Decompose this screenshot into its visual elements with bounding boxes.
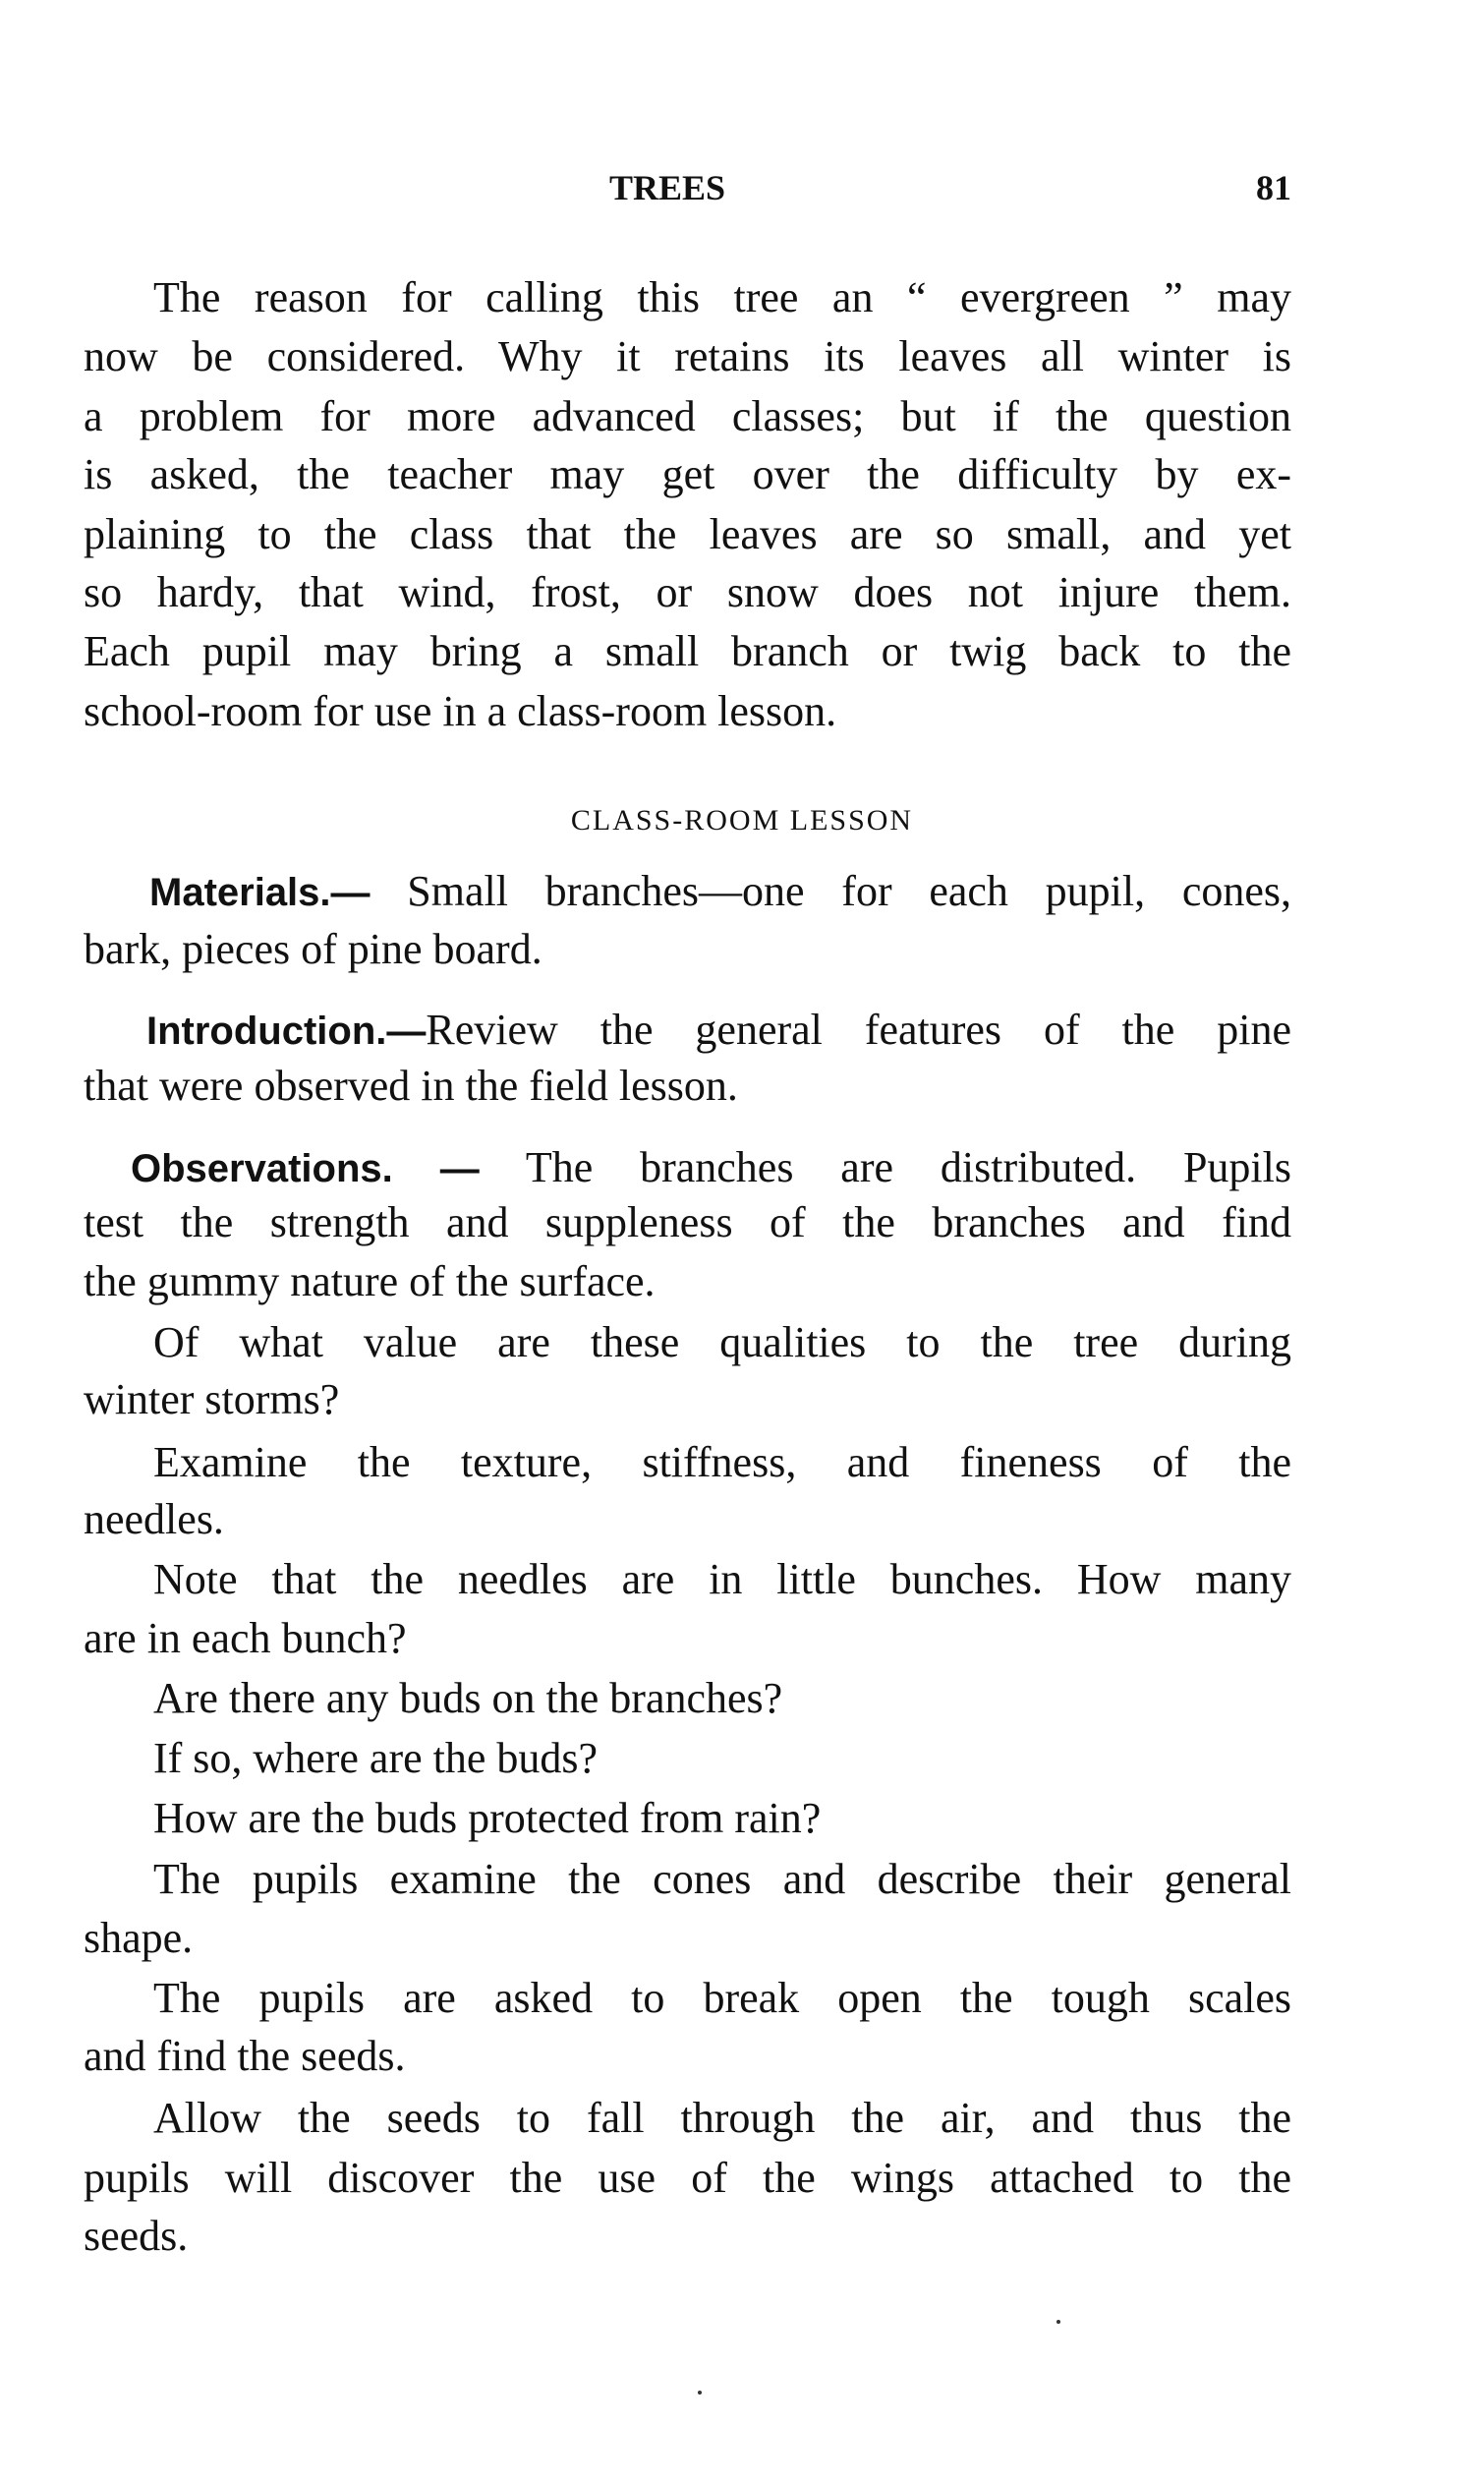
- text-line: How are the buds protected from rain?: [153, 1794, 822, 1842]
- text-line: needles.: [84, 1495, 224, 1543]
- text-line: bark, pieces of pine board.: [84, 925, 542, 973]
- text-line: Each pupil may bring a small branch or twig back to the: [84, 627, 1291, 675]
- text-line: and find the seeds.: [84, 2032, 406, 2080]
- text-line: If so, where are the buds?: [153, 1734, 599, 1782]
- section-heading: CLASS-ROOM LESSON: [570, 804, 914, 837]
- scan-speck: [698, 2391, 702, 2395]
- text-line: Allow the seeds to fall through the air, and thus the: [153, 2094, 1291, 2142]
- text-line: The pupils are asked to break open the tough scales: [153, 1974, 1291, 2022]
- text-line: Are there any buds on the branches?: [153, 1674, 783, 1722]
- text-line: a problem for more advanced classes; but if the question: [84, 392, 1291, 440]
- running-head: TREES: [609, 168, 726, 207]
- text-line: so hardy, that wind, frost, or snow does not injure them.: [84, 568, 1291, 616]
- text-line: [131, 1138, 1291, 1197]
- text-line: pupils will discover the use of the wings attached to the: [84, 2154, 1291, 2202]
- text-line: now be considered. Why it retains its leaves all winter is: [84, 332, 1291, 380]
- text-line: that were observed in the field lesson.: [84, 1062, 738, 1110]
- text-line: are in each bunch?: [84, 1614, 407, 1662]
- text-span: Review the general features of the pine: [426, 1006, 1291, 1054]
- text-line: [146, 1001, 1291, 1060]
- text-line: plaining to the class that the leaves are so small, and yet: [84, 510, 1291, 558]
- text-line: [149, 862, 1291, 921]
- text-span: The branches are distributed. Pupils: [525, 1143, 1291, 1191]
- text-line: Examine the texture, stiffness, and fineness of the: [153, 1438, 1291, 1486]
- materials-label: Materials.—: [149, 871, 371, 914]
- text-line: the gummy nature of the surface.: [84, 1257, 656, 1305]
- text-line: shape.: [84, 1914, 194, 1962]
- text-line: winter storms?: [84, 1375, 340, 1423]
- scan-speck: [1056, 2320, 1060, 2324]
- text-line: school-room for use in a class-room lesson.: [84, 687, 837, 735]
- text-line: Of what value are these qualities to the tree during: [153, 1318, 1291, 1366]
- text-line: The pupils examine the cones and describe their general: [153, 1855, 1291, 1903]
- text-line: is asked, the teacher may get over the difficulty by ex-: [84, 450, 1291, 498]
- text-line: Note that the needles are in little bunches. How many: [153, 1555, 1291, 1603]
- text-line: seeds.: [84, 2212, 189, 2260]
- introduction-label: Introduction.—: [146, 1010, 427, 1053]
- text-span: Small branches—one for each pupil, cones,: [407, 867, 1292, 915]
- page-number: 81: [1256, 168, 1291, 207]
- text-line: test the strength and suppleness of the branches and find: [84, 1198, 1291, 1246]
- text-line: The reason for calling this tree an “ evergreen ” may: [153, 273, 1291, 321]
- observations-label: Observations. —: [131, 1147, 480, 1190]
